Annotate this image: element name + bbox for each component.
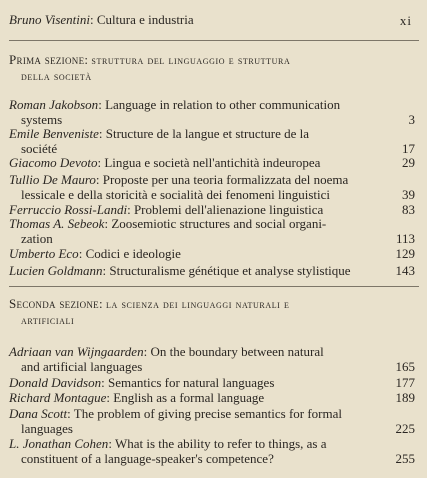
entry-separator: : [101,375,108,390]
entry-title: English as a formal language [113,390,265,405]
divider [9,40,419,41]
entry-page-number: 189 [395,390,415,405]
entry-title: société [21,141,58,156]
entry-line-first [9,126,427,141]
entry-separator: : [127,202,134,217]
entry-author: Bruno Visentini [9,12,91,27]
entry-page-number: 165 [395,359,415,374]
section-title-line2: artificiali [21,313,75,327]
entry-page-number: 17 [402,141,415,156]
entry-author: Richard Montague [9,390,107,405]
section-heading-2 [9,297,409,327]
divider [9,286,419,287]
entry-line-continued [9,112,415,127]
entry-line-first [9,246,415,261]
entry-title: and artificial languages [21,359,143,374]
entry-separator: : [98,97,106,112]
toc-entry-intro [9,12,414,27]
entry-title: systems [21,112,63,127]
toc-entry [9,172,427,202]
entry-title: Cultura e industria [96,12,194,27]
entry-title: Structuralisme génétique et analyse stylistique [109,263,351,278]
entry-line-first [9,375,415,390]
toc-entry [9,406,427,436]
entry-line-continued [9,421,415,436]
toc-entry [9,202,427,217]
entry-line-first [9,344,427,359]
entry-page-number: 177 [395,375,415,390]
entry-title: Zoosemiotic structures and social organi- [111,216,327,231]
entry-page-number: xi [399,13,412,28]
entry-separator: : [78,246,86,261]
entry-author: Thomas A. Sebeok [9,216,105,231]
entry-line-first [9,406,427,421]
entry-title: Semantics for natural languages [107,375,275,390]
section-title-line1: la scienza dei linguaggi naturali e [106,297,290,311]
entry-line-continued [9,359,415,374]
entry-author: Emile Benveniste [9,126,99,141]
entry-line-continued [9,141,415,156]
toc-entry [9,246,427,261]
entry-separator: : [90,12,97,27]
entry-author: L. Jonathan Cohen [9,436,109,451]
toc-entry [9,375,427,390]
entry-title: Structure de la langue et structure de la [105,126,309,141]
entry-line-first [9,97,427,112]
entry-line-continued [9,231,415,246]
entry-page-number: 113 [395,231,415,246]
entry-line-continued [9,187,415,202]
entry-author: Donald Davidson [9,375,102,390]
toc-entry [9,216,427,246]
entry-separator: : [98,126,106,141]
entry-line-continued [9,451,415,466]
entry-title: Lingua e società nell'antichità indeuropea [104,155,321,170]
entry-separator: : [106,390,114,405]
section-label: Prima sezione: [9,52,89,67]
entry-separator: : [67,406,74,421]
toc-entry [9,344,427,374]
entry-page-number: 83 [402,202,415,217]
entry-separator: : [143,344,151,359]
entry-page-number: 129 [395,246,415,261]
section-label: Seconda sezione: [9,296,103,311]
toc-entry [9,436,427,466]
entry-author: Tullio De Mauro [9,172,96,187]
entry-author: Umberto Eco [9,246,79,261]
entry-title: The problem of giving precise semantics for formal [73,406,343,421]
entry-page-number: 39 [402,187,415,202]
entry-page-number: 255 [395,451,415,466]
toc-entry [9,97,427,127]
toc-entry [9,263,427,278]
entry-title: constituent of a language-speaker's competence? [21,451,274,466]
entry-title: What is the ability to refer to things, as a [114,436,327,451]
entry-author: Giacomo Devoto [9,155,98,170]
section-title-line1: struttura del linguaggio e struttura [91,53,291,67]
entry-author: Roman Jakobson [9,97,99,112]
entry-separator: : [104,216,112,231]
section-heading-1 [9,53,409,83]
entry-separator: : [95,172,103,187]
entry-author: Ferruccio Rossi-Landi [9,202,128,217]
section-title-line2: della società [21,69,92,83]
entry-title: zation [21,231,53,246]
entry-line-first [9,390,415,405]
entry-author: Dana Scott [9,406,68,421]
entry-title: Problemi dell'alienazione linguistica [133,202,324,217]
entry-line-first [9,436,427,451]
entry-line-first [9,172,427,187]
entry-title: languages [21,421,73,436]
toc-entry [9,390,427,405]
entry-author: Lucien Goldmann [9,263,103,278]
entry-line-first [9,263,415,278]
toc-entry [9,155,427,170]
entry-page-number: 29 [402,155,415,170]
entry-page-number: 3 [408,112,415,127]
entry-line-first [9,216,427,231]
entry-title: lessicale e della storicità e socialità dei fenomeni linguistici [21,187,331,202]
entry-title: Proposte per una teoria formalizzata del noema [102,172,349,187]
entry-page-number: 225 [395,421,415,436]
entry-separator: : [102,263,110,278]
entry-line-first [9,202,415,217]
entry-author: Adriaan van Wijngaarden [9,344,144,359]
entry-page-number: 143 [395,263,415,278]
entry-line-first [9,155,415,170]
toc-entry [9,126,427,156]
entry-separator: : [108,436,115,451]
entry-title: On the boundary between natural [150,344,324,359]
entry-separator: : [97,155,105,170]
entry-title: Language in relation to other communication [105,97,341,112]
entry-title: Codici e ideologie [85,246,181,261]
